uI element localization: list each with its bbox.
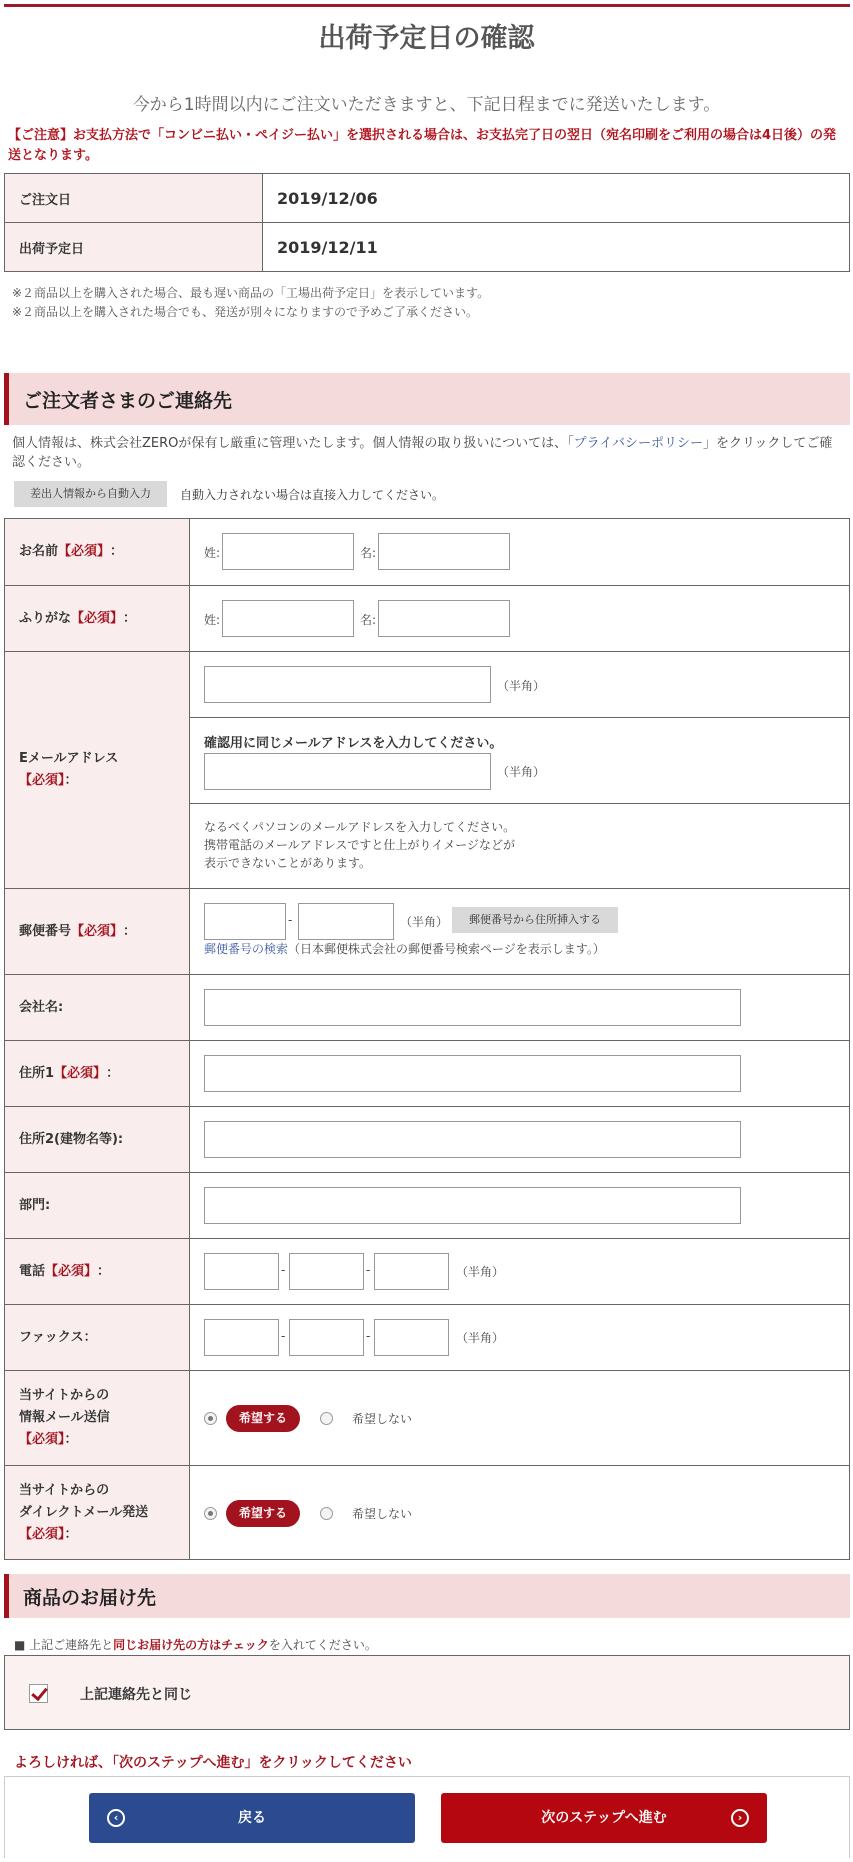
colon: ： xyxy=(106,1065,120,1081)
email-note-line: 表示できないことがあります。 xyxy=(204,856,372,870)
direct-mail-no-label[interactable]: 希望しない xyxy=(352,1507,413,1521)
delivery-heading: 商品のお届け先 xyxy=(23,1587,157,1609)
note-line: ※２商品以上を購入された場合、最も遅い商品の「工場出荷予定日」を表示しています。 xyxy=(12,286,490,300)
chevron-right-icon: › xyxy=(731,1809,749,1827)
department-label xyxy=(5,1173,190,1238)
address1-row xyxy=(5,1040,849,1106)
first-name-kana-input[interactable] xyxy=(378,600,510,637)
direct-mail-cell xyxy=(190,1466,849,1559)
email-note-line: なるべくパソコンのメールアドレスを入力してください。 xyxy=(204,820,516,834)
same-address-checkbox[interactable] xyxy=(29,1684,48,1703)
label-text: 郵便番号 xyxy=(19,923,72,939)
privacy-text-before: 個人情報は、株式会社ZEROが保有し厳重に管理いたします。個人情報の取り扱いについては、「 xyxy=(12,436,574,451)
name-row xyxy=(5,519,849,585)
colon: ： xyxy=(64,1526,78,1542)
fax-middle-input[interactable] xyxy=(289,1319,364,1356)
colon: ： xyxy=(64,773,78,788)
sei-label: 姓: xyxy=(204,613,221,627)
department-input[interactable] xyxy=(204,1187,741,1224)
zip-row xyxy=(5,888,849,974)
sei-label: 姓: xyxy=(204,546,221,560)
page-title: 出荷予定日の確認 xyxy=(318,23,535,54)
delivery-note-suffix: を入れてください。 xyxy=(268,1638,377,1652)
zip-search-note: （日本郵便株式会社の郵便番号検索ページを表示します。） xyxy=(288,942,605,956)
department-row xyxy=(5,1172,849,1238)
fax-dash: - xyxy=(281,1329,286,1343)
address2-row xyxy=(5,1106,849,1172)
name-label xyxy=(5,519,190,585)
info-mail-no-radio[interactable] xyxy=(320,1412,333,1425)
zip-insert-button[interactable]: 郵便番号から住所挿入する xyxy=(452,907,618,933)
label-text: ダイレクトメール発送 xyxy=(19,1504,149,1520)
lead-text: 今から1時間以内にご注文いただきますと、下記日程までに発送いたします。 xyxy=(132,95,721,115)
label-text: 会社名: xyxy=(19,999,64,1015)
back-button-label: 戻る xyxy=(238,1810,266,1826)
next-step-button[interactable] xyxy=(441,1793,767,1843)
delivery-section-header xyxy=(4,1574,850,1618)
order-date-label: ご注文日 xyxy=(5,174,263,223)
direct-mail-label xyxy=(5,1466,190,1559)
email-row xyxy=(5,651,849,888)
colon: ： xyxy=(110,544,124,559)
zip-search-line xyxy=(204,940,605,957)
name-cell xyxy=(190,519,849,585)
zip-cell xyxy=(190,889,849,974)
email-notes xyxy=(204,818,515,872)
zip-dash: - xyxy=(288,913,293,927)
address1-input[interactable] xyxy=(204,1055,741,1092)
tel-area-input[interactable] xyxy=(204,1253,279,1290)
ship-date-value: 2019/12/11 xyxy=(263,223,850,272)
fax-last-input[interactable] xyxy=(374,1319,449,1356)
kana-row xyxy=(5,585,849,651)
contact-form xyxy=(4,518,850,1560)
table-row xyxy=(5,174,850,223)
label-text: ふりがな xyxy=(19,610,72,626)
email-confirm-label: 確認用に同じメールアドレスを入力してください。 xyxy=(204,736,503,751)
contact-heading: ご注文者さまのご連絡先 xyxy=(23,390,233,412)
label-text: Eメールアドレス xyxy=(19,751,119,766)
label-text: 住所2(建物名等): xyxy=(19,1131,124,1147)
company-cell xyxy=(190,975,849,1040)
schedule-notes xyxy=(12,284,489,322)
label-text: お名前 xyxy=(19,544,59,559)
payment-caution: 【ご注意】お支払方法で「コンビニ払い・ペイジー払い」を選択される場合は、お支払完了日の翌日（宛名印刷をご利用の場合は4日後）の発送となります。 xyxy=(8,128,837,163)
colon: ： xyxy=(97,1263,111,1279)
label-text: 情報メール送信 xyxy=(19,1410,110,1425)
info-mail-label xyxy=(5,1371,190,1465)
hankaku-note: （半角） xyxy=(400,915,449,929)
last-name-kana-input[interactable] xyxy=(222,600,354,637)
mei-label: 名: xyxy=(360,613,377,627)
order-date-value: 2019/12/06 xyxy=(263,174,850,223)
hankaku-note: （半角） xyxy=(497,679,546,693)
tel-dash: - xyxy=(281,1263,286,1277)
zip-search-link[interactable]: 郵便番号の検索 xyxy=(204,942,289,956)
direct-mail-no-radio[interactable] xyxy=(320,1507,333,1520)
email-sub-row xyxy=(190,652,849,718)
autofill-note: 自動入力されない場合は直接入力してください。 xyxy=(180,488,445,502)
chevron-left-icon: ‹ xyxy=(107,1809,125,1827)
last-name-input[interactable] xyxy=(222,533,354,570)
email-input[interactable] xyxy=(204,666,491,703)
tel-row xyxy=(5,1238,849,1304)
fax-cell xyxy=(190,1305,849,1370)
tel-dash: - xyxy=(366,1263,371,1277)
fax-area-input[interactable] xyxy=(204,1319,279,1356)
ship-schedule-table xyxy=(4,173,850,272)
contact-section-header xyxy=(4,373,850,425)
address2-cell xyxy=(190,1107,849,1172)
required-mark: 【必須】 xyxy=(19,1432,65,1447)
autofill-button[interactable]: 差出人情報から自動入力 xyxy=(14,481,167,507)
email-confirm-sub-row xyxy=(190,718,849,804)
zip-first-input[interactable] xyxy=(204,903,286,940)
email-confirm-input[interactable] xyxy=(204,753,491,790)
address2-input[interactable] xyxy=(204,1121,741,1158)
ship-date-label: 出荷予定日 xyxy=(5,223,263,272)
tel-cell xyxy=(190,1239,849,1304)
address2-label xyxy=(5,1107,190,1172)
table-row xyxy=(5,223,850,272)
info-mail-row xyxy=(5,1370,849,1465)
back-button[interactable] xyxy=(89,1793,415,1843)
department-cell xyxy=(190,1173,849,1238)
required-mark: 【必須】 xyxy=(58,544,111,559)
tel-label xyxy=(5,1239,190,1304)
fax-row xyxy=(5,1304,849,1370)
required-mark: 【必須】 xyxy=(71,610,124,626)
first-name-input[interactable] xyxy=(378,533,510,570)
required-mark: 【必須】 xyxy=(19,1526,65,1542)
privacy-policy-link[interactable]: プライバシーポリシー xyxy=(573,436,703,451)
direct-mail-yes-label[interactable]: 希望する xyxy=(226,1500,300,1527)
colon: ： xyxy=(123,923,137,939)
address1-label xyxy=(5,1041,190,1106)
note-line: ※２商品以上を購入された場合でも、発送が別々になりますので予めご了承ください。 xyxy=(12,305,479,319)
colon: ： xyxy=(123,610,137,626)
required-mark: 【必須】 xyxy=(54,1065,107,1081)
hankaku-note: （半角） xyxy=(456,1331,505,1345)
direct-mail-row xyxy=(5,1465,849,1559)
company-row xyxy=(5,974,849,1040)
company-label xyxy=(5,975,190,1040)
zip-second-input[interactable] xyxy=(298,903,394,940)
address1-cell xyxy=(190,1041,849,1106)
nav-button-area xyxy=(4,1776,850,1858)
delivery-note-emphasis: 同じお届け先の方はチェック xyxy=(113,1638,269,1652)
email-label xyxy=(5,652,190,888)
label-text: 住所1 xyxy=(19,1065,55,1081)
label-text: 電話 xyxy=(19,1263,46,1279)
proceed-note: よろしければ、「次のステップへ進む」をクリックしてください xyxy=(14,1755,412,1771)
next-step-button-label: 次のステップへ進む xyxy=(541,1810,667,1826)
hankaku-note: （半角） xyxy=(497,765,546,779)
required-mark: 【必須】 xyxy=(19,773,65,788)
mei-label: 名: xyxy=(360,546,377,560)
top-border xyxy=(4,4,850,7)
direct-mail-yes-radio[interactable] xyxy=(204,1507,217,1520)
label-text: 当サイトからの xyxy=(19,1482,110,1498)
email-note-line: 携帯電話のメールアドレスですと仕上がりイメージなどが xyxy=(204,838,516,852)
same-address-label[interactable]: 上記連絡先と同じ xyxy=(80,1687,192,1703)
label-text: 当サイトからの xyxy=(19,1388,110,1403)
same-address-box xyxy=(4,1655,850,1730)
kana-cell xyxy=(190,586,849,651)
company-input[interactable] xyxy=(204,989,741,1026)
label-text: ファックス： xyxy=(19,1329,97,1345)
hankaku-note: （半角） xyxy=(456,1265,505,1279)
delivery-note xyxy=(14,1636,377,1653)
fax-dash: - xyxy=(366,1329,371,1343)
required-mark: 【必須】 xyxy=(71,923,124,939)
required-mark: 【必須】 xyxy=(45,1263,98,1279)
label-text: 部門: xyxy=(19,1197,51,1213)
tel-middle-input[interactable] xyxy=(289,1253,364,1290)
info-mail-yes-label[interactable]: 希望する xyxy=(226,1405,300,1432)
fax-label xyxy=(5,1305,190,1370)
colon: ： xyxy=(64,1432,78,1447)
delivery-note-prefix: ■ 上記ご連絡先と xyxy=(14,1638,114,1652)
zip-label xyxy=(5,889,190,974)
email-cell xyxy=(190,652,849,888)
privacy-text-after: 」をクリックしてご確認ください。 xyxy=(12,436,833,470)
kana-label xyxy=(5,586,190,651)
tel-last-input[interactable] xyxy=(374,1253,449,1290)
info-mail-cell xyxy=(190,1371,849,1465)
privacy-text xyxy=(12,434,842,472)
info-mail-no-label[interactable]: 希望しない xyxy=(352,1412,413,1426)
info-mail-yes-radio[interactable] xyxy=(204,1412,217,1425)
